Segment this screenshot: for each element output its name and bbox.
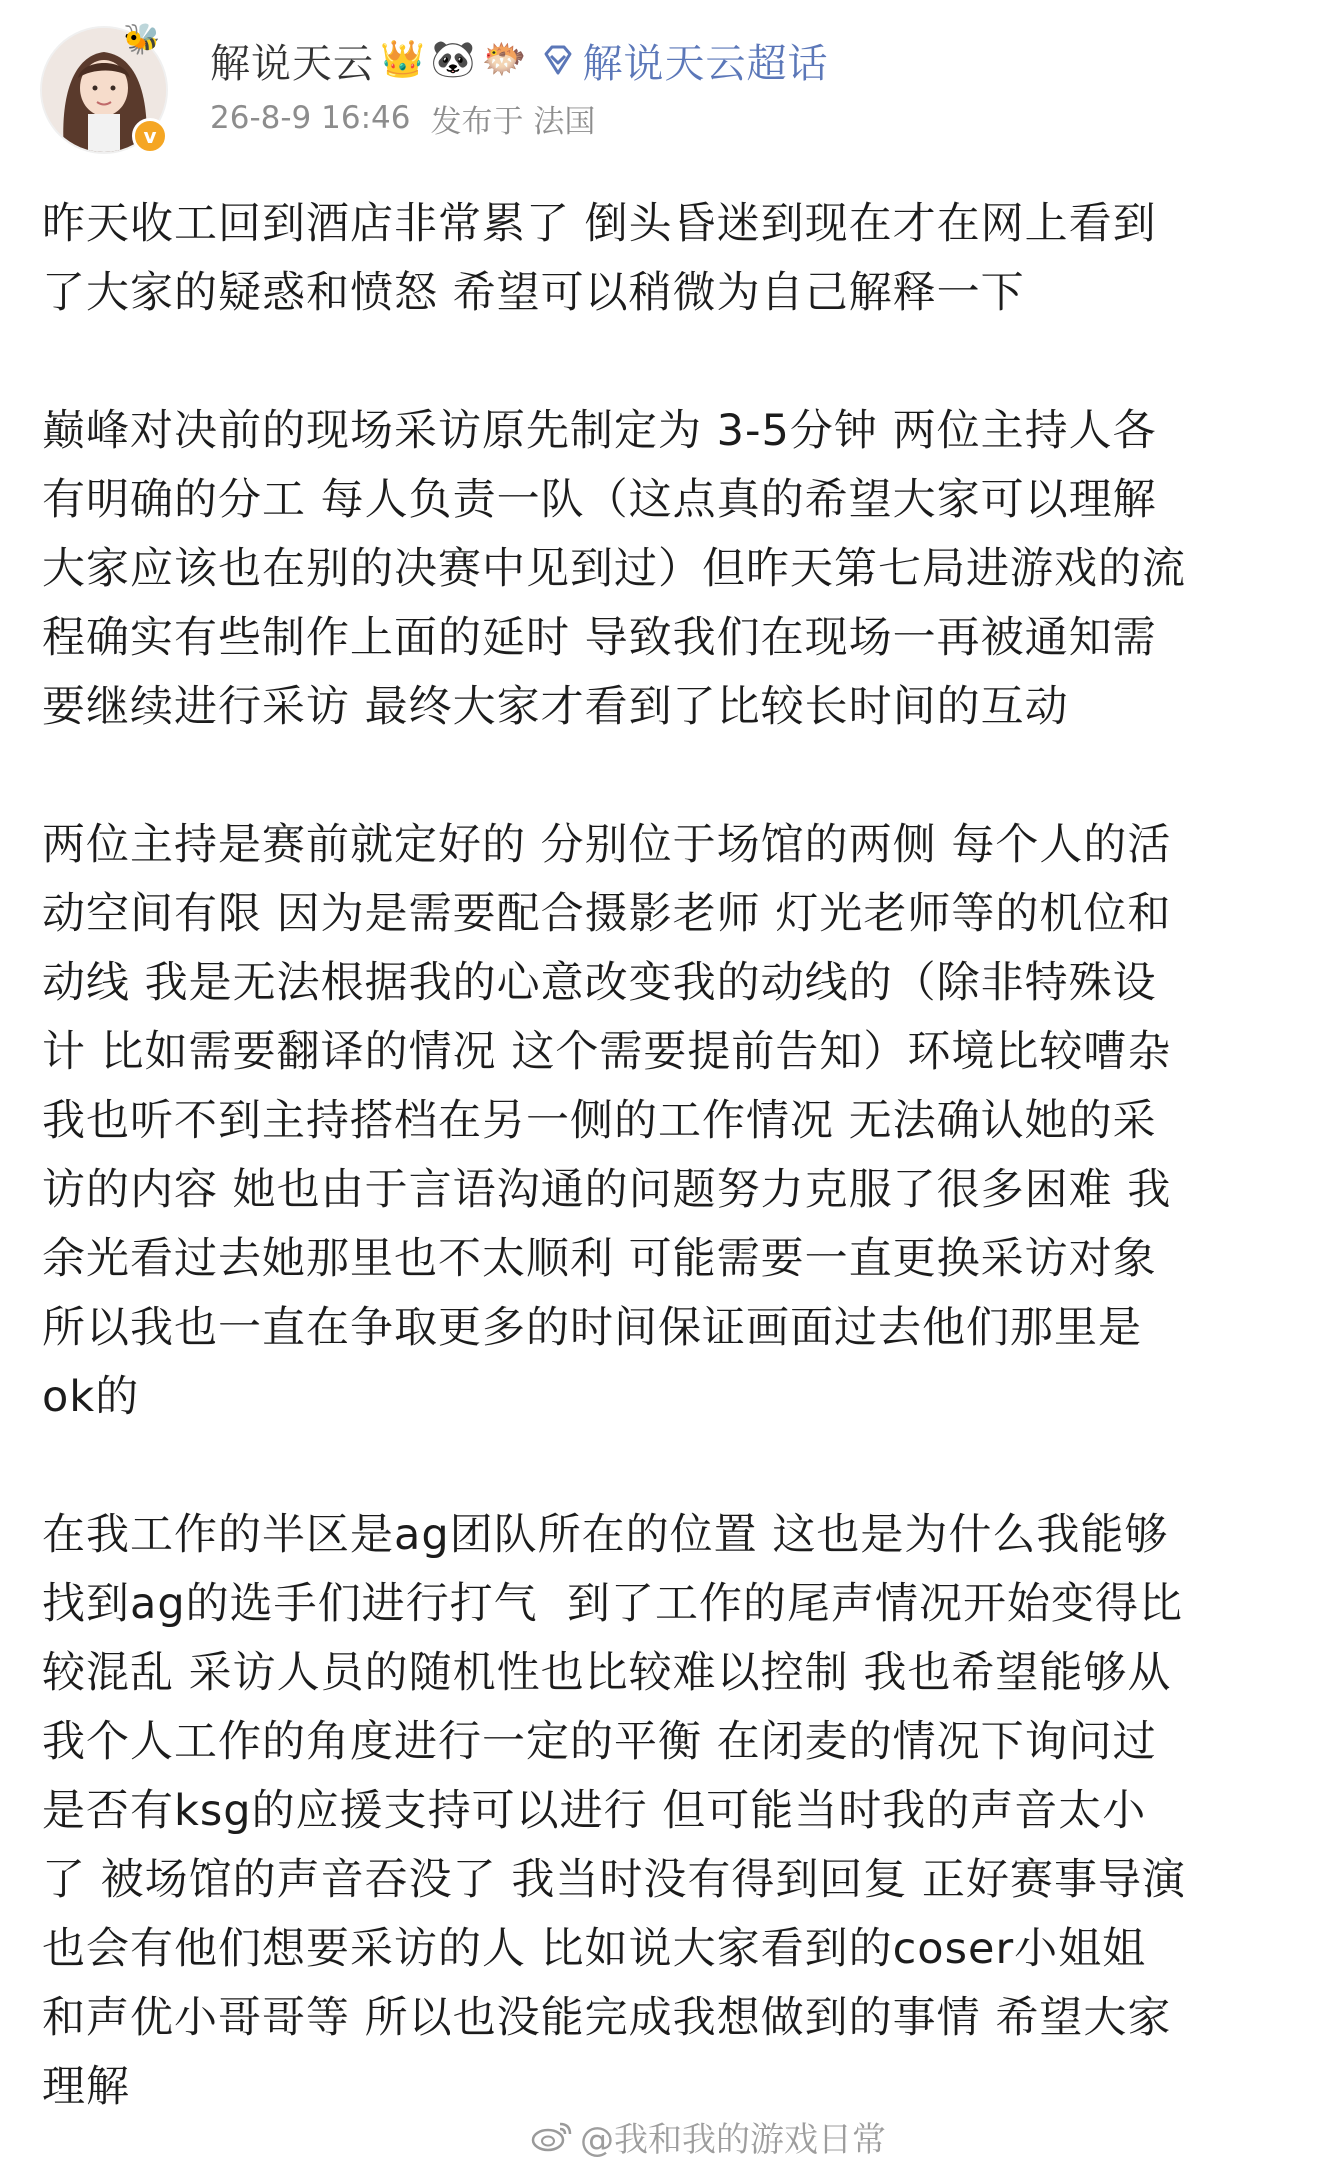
avatar[interactable]	[40, 22, 168, 154]
post-timestamp: 26-8-9 16:46	[210, 100, 411, 136]
username[interactable]: 解说天云	[210, 40, 374, 87]
post-paragraph: 两位主持是赛前就定好的 分别位于场馆的两侧 每个人的活 动空间有限 因为是需要配合摄影老师 灯光老师等的机位和 动线 我是无法根据我的心意改变我的动线的（除非特殊设 计 比如需要翻译的情况 这个需要提前告知）环境比较嘈杂 我也听不到主持搭档在另一侧的工作情况 无法确认她的采 访的内容 她也由于言语沟通的问题努力克服了很多困难 我 余光看过去她那里也不太顺利 可能需要一直更换采访对象 所以我也一直在争取更多的时间保证画面过去他们那里是 ok的	[42, 820, 1172, 1422]
watermark-text: @我和我的游戏日常	[580, 2119, 886, 2160]
crown-badge-icon[interactable]: 👑	[380, 39, 425, 80]
post-paragraph: 在我工作的半区是ag团队所在的位置 这也是为什么我能够 找到ag的选手们进行打气 到了工作的尾声情况开始变得比 较混乱 采访人员的随机性也比较难以控制 我也希望能够从 我个人工作的角度进行一定的平衡 在闭麦的情况下询问过 是否有ksg的应援支持可以进行 但可能当时我的声音太小 了 被场馆的声音吞没了 我当时没有得到回复 正好赛事导演 也会有他们想要采访的人 比如说大家看到的coser小姐姐 和声优小哥哥等 所以也没能完成我想做到的事情 希望大家 理解	[42, 1510, 1187, 2112]
post-paragraph: 昨天收工回到酒店非常累了 倒头昏迷到现在才在网上看到 了大家的疑惑和愤怒 希望可以稍微为自己解释一下	[42, 199, 1157, 318]
supertopic-link[interactable]: 解说天云超话	[582, 40, 829, 87]
name-row	[210, 30, 828, 90]
post-paragraph: 巅峰对决前的现场采访原先制定为 3-5分钟 两位主持人各 有明确的分工 每人负责一队（这点真的希望大家可以理解 大家应该也在别的决赛中见到过）但昨天第七局进游戏的流 程确实有些制作上面的延时 导致我们在现场一再被通知需 要继续进行采访 最终大家才看到了比较长时间的互动	[42, 406, 1186, 732]
avatar-decoration-icon: 🐝	[123, 22, 161, 57]
supertopic-diamond-icon	[540, 42, 576, 78]
post-location: 发布于 法国	[430, 103, 596, 140]
watermark	[530, 2112, 886, 2160]
fish-badge-icon[interactable]: 🐡	[481, 39, 527, 80]
post-body	[42, 190, 1292, 2122]
verified-icon: v	[132, 118, 168, 154]
panda-badge-icon[interactable]: 🐼	[430, 39, 476, 80]
weibo-logo-icon	[530, 2118, 574, 2154]
post-meta	[210, 96, 615, 140]
post-header	[40, 22, 1280, 156]
